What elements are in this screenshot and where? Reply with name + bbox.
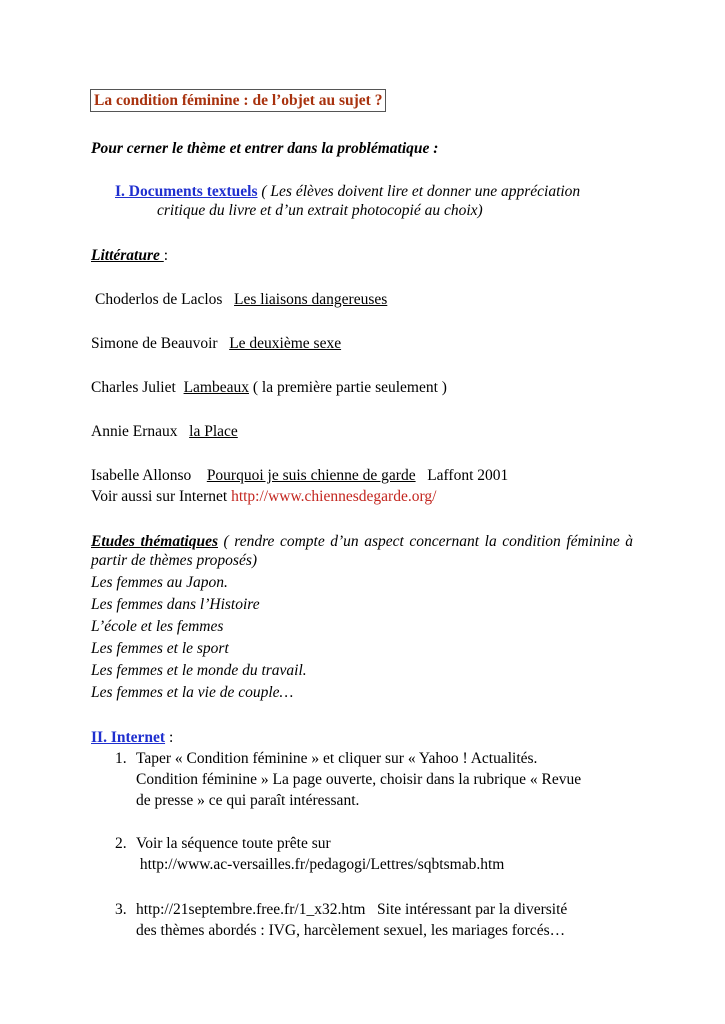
list-item-line: des thèmes abordés : IVG, harcèlement sexuel, les mariages forcés…: [136, 922, 566, 939]
section-label[interactable]: II. Internet: [91, 729, 166, 746]
etudes-paragraph: Etudes thématiques ( rendre compte d’un aspect concernant la condition féminine à partir de thèmes proposés): [91, 533, 633, 569]
theme-item: Les femmes et la vie de couple…: [91, 684, 294, 701]
book-entry: Charles Juliet Lambeaux ( la première partie seulement ): [91, 379, 447, 396]
intro-heading: Pour cerner le thème et entrer dans la problématique :: [91, 140, 439, 157]
list-item-line: de presse » ce qui paraît intéressant.: [136, 792, 360, 809]
section-internet: II. Internet :: [91, 729, 174, 746]
book-entry: Annie Ernaux la Place: [91, 423, 238, 440]
page-title: La condition féminine : de l’objet au sujet ?: [90, 89, 386, 112]
voir-aussi-line: Voir aussi sur Internet http://www.chiennesdegarde.org/: [91, 488, 437, 505]
book-entry: Isabelle Allonso Pourquoi je suis chienne de garde Laffont 2001: [91, 467, 509, 484]
theme-item: L’école et les femmes: [91, 618, 224, 635]
book-title: Lambeaux: [183, 379, 249, 396]
list-number: 3.: [115, 901, 127, 918]
section-documents-textuels: [115, 182, 580, 201]
book-title: Pourquoi je suis chienne de garde: [206, 467, 416, 484]
list-item-line: Taper « Condition féminine » et cliquer sur « Yahoo ! Actualités.: [136, 750, 538, 767]
list-item-line: Voir la séquence toute prête sur: [136, 835, 331, 852]
list-number: 2.: [115, 835, 127, 852]
etudes-heading: Etudes thématiques: [91, 533, 218, 550]
theme-item: Les femmes au Japon.: [91, 574, 228, 591]
book-title: Le deuxième sexe: [229, 335, 342, 352]
ac-versailles-url[interactable]: http://www.ac-versailles.fr/pedagogi/Lettres/sqbtsmab.htm: [136, 856, 505, 873]
book-entry: Simone de Beauvoir Le deuxième sexe: [91, 335, 342, 352]
book-title: la Place: [189, 423, 238, 440]
book-title: Les liaisons dangereuses: [234, 291, 388, 308]
section-note-continued: critique du livre et d’un extrait photocopié au choix): [157, 202, 483, 219]
list-number: 1.: [115, 750, 127, 767]
chiennesdegarde-link[interactable]: http://www.chiennesdegarde.org/: [231, 488, 437, 505]
theme-item: Les femmes et le sport: [91, 640, 229, 657]
theme-item: Les femmes dans l’Histoire: [91, 596, 260, 613]
book-entry: Choderlos de Laclos Les liaisons dangereuses: [95, 291, 388, 308]
list-item-line: Condition féminine » La page ouverte, choisir dans la rubrique « Revue: [136, 771, 582, 788]
litterature-heading: Littérature :: [91, 247, 169, 264]
list-item-line: http://21septembre.free.fr/1_x32.htm Site intéressant par la diversité: [136, 901, 568, 918]
theme-item: Les femmes et le monde du travail.: [91, 662, 307, 679]
section-label[interactable]: I. Documents textuels: [115, 183, 258, 200]
section-note: ( Les élèves doivent lire et donner une appréciation: [261, 183, 581, 200]
